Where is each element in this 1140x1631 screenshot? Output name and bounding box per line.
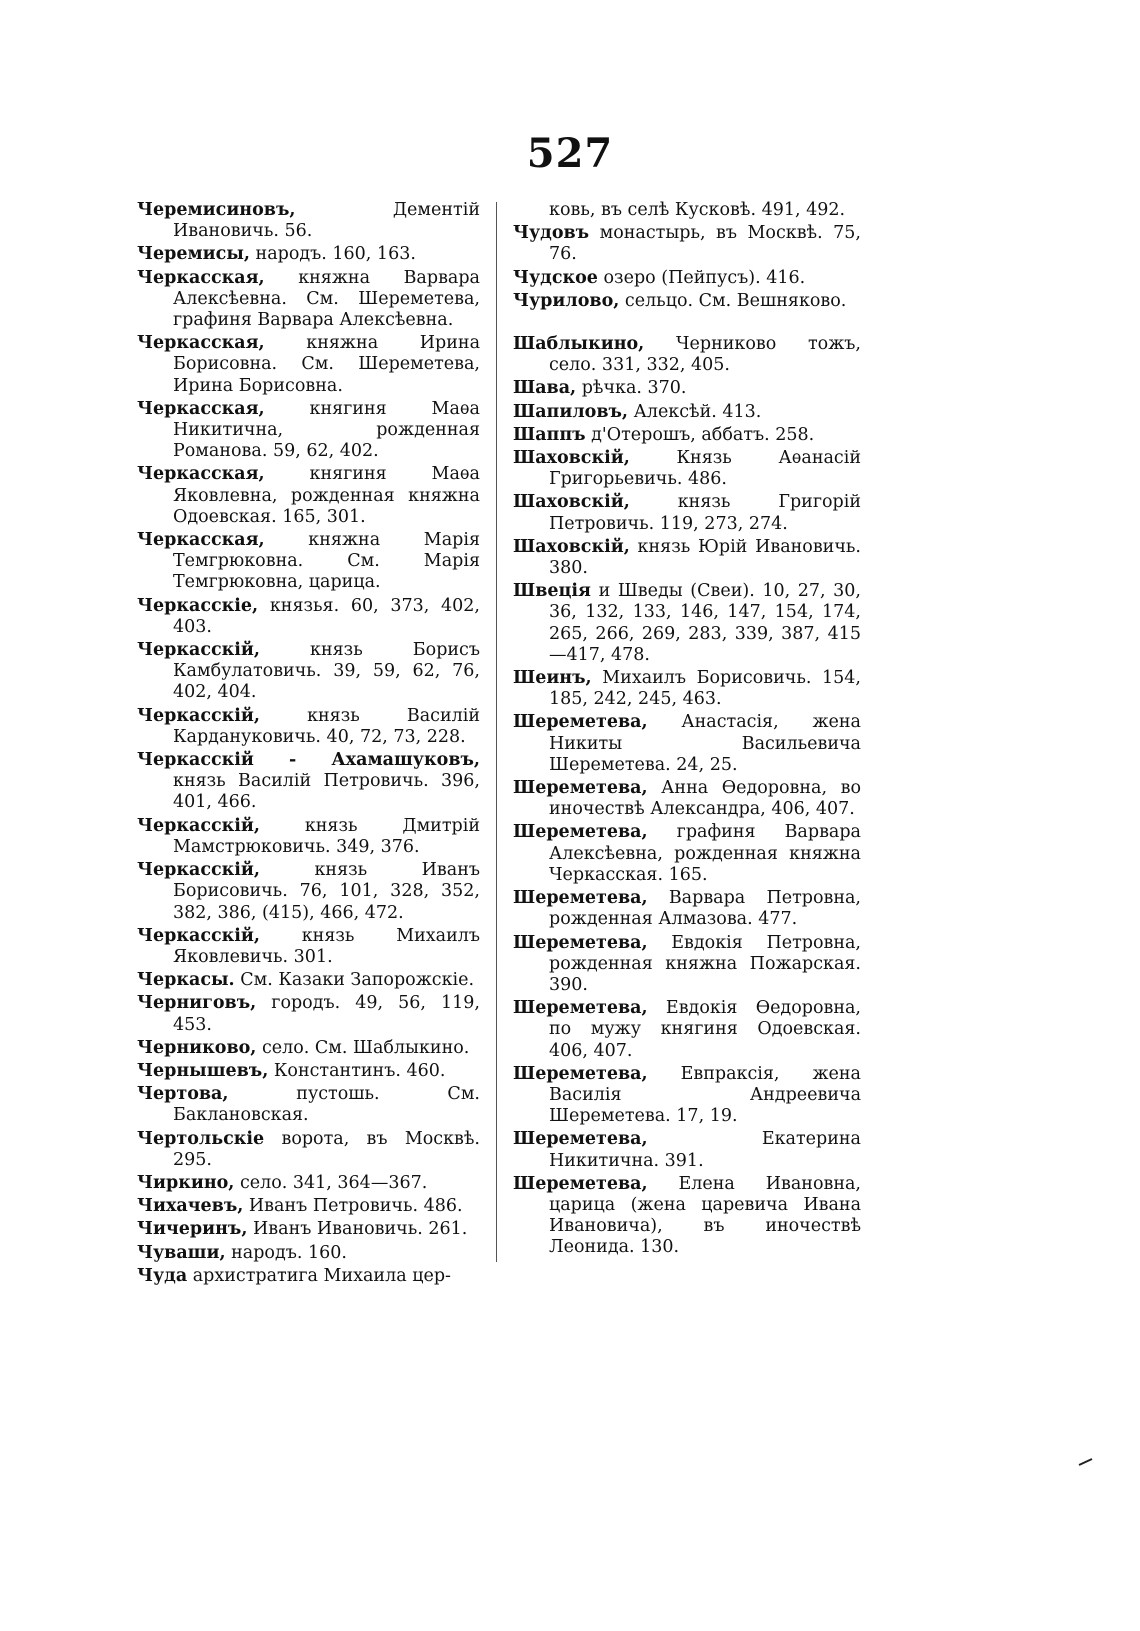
index-entry — [137, 750, 480, 814]
entry-text: князь Дмитрій Мамстрюковичь. 349, 376. — [173, 815, 480, 857]
entry-text: село. См. Шаблыкино. — [256, 1037, 470, 1058]
entry-text: пустошь. См. Баклановская. — [173, 1084, 480, 1126]
index-entry — [513, 778, 861, 820]
entry-term: Шереметева, — [513, 1173, 648, 1194]
index-entry — [137, 1038, 480, 1059]
entry-term: Черкасскій, — [137, 640, 260, 661]
index-entry — [137, 530, 480, 594]
index-entry — [137, 1061, 480, 1082]
index-entry — [137, 464, 480, 528]
entry-term: Шереметева, — [513, 712, 648, 733]
index-entry — [137, 1243, 480, 1264]
entry-text: Алексѣй. 413. — [628, 401, 762, 422]
entry-term: Шаблыкино, — [513, 334, 645, 355]
index-entry — [513, 425, 861, 446]
entry-term: Шереметева, — [513, 1063, 648, 1084]
index-entry — [137, 1084, 480, 1126]
index-entry — [137, 399, 480, 463]
entry-text: архистратига Михаила цер- — [187, 1265, 451, 1286]
entry-term: Шаховскій, — [513, 536, 630, 557]
entry-text: Екатерина Никитична. 391. — [549, 1129, 861, 1171]
ink-mark — [1078, 1458, 1094, 1466]
index-entry — [137, 1219, 480, 1240]
index-entry — [513, 822, 861, 886]
entry-term: Черкасская, — [137, 464, 265, 485]
entry-term: Черниговъ, — [137, 993, 257, 1014]
entry-text: князья. 60, 373, 402, 403. — [173, 595, 480, 637]
index-entry — [137, 640, 480, 704]
entry-text: д'Отерошъ, аббатъ. 258. — [585, 424, 815, 445]
index-column-left — [137, 200, 480, 1289]
entry-text: графиня Варвара Алексѣевна, рожденная княжна Черкасская. 165. — [549, 822, 861, 885]
index-entry — [137, 1196, 480, 1217]
entry-text: Михаилъ Борисовичь. 154, 185, 242, 245, 463. — [549, 668, 861, 710]
entry-term: Чертова, — [137, 1084, 229, 1105]
entry-term: Чудское — [513, 267, 598, 288]
entry-text: Константинъ. 460. — [268, 1060, 446, 1081]
entry-term: Чичеринъ, — [137, 1219, 248, 1240]
entry-term: Черкасскій, — [137, 705, 260, 726]
entry-text: Иванъ Петровичь. 486. — [243, 1196, 463, 1217]
index-entry — [137, 970, 480, 991]
entry-term: Черкасская, — [137, 398, 265, 419]
entry-text: городъ. 49, 56, 119, 453. — [173, 993, 480, 1035]
entry-term: Черкасскій - Ахамашуковъ, — [137, 750, 480, 771]
entry-text: сельцо. См. Вешняково. — [619, 290, 847, 311]
entry-term: Чудовъ — [513, 223, 590, 244]
index-entry — [513, 492, 861, 534]
entry-text: народъ. 160, 163. — [249, 244, 416, 265]
index-entry — [513, 223, 861, 265]
entry-term: Черкасы. — [137, 970, 235, 991]
entry-term: Черкасскій, — [137, 815, 260, 836]
entry-text: См. Казаки Запорожскіе. — [234, 970, 475, 991]
entry-term: Черкасская, — [137, 333, 265, 354]
entry-text: князь Василій Петровичь. 396, 401, 466. — [173, 771, 480, 813]
index-entry — [513, 1064, 861, 1128]
entry-term: Чертольскіе — [137, 1128, 265, 1149]
entry-term: Чернышевъ, — [137, 1060, 269, 1081]
entry-text: озеро (Пейпусъ). 416. — [597, 267, 806, 288]
entry-term: Шава, — [513, 378, 577, 399]
index-entry — [137, 1129, 480, 1171]
entry-term: Шаховскій, — [513, 448, 630, 469]
entry-term: Черкасскій, — [137, 860, 260, 881]
index-entry — [513, 1174, 861, 1259]
index-entry — [137, 706, 480, 748]
index-entry — [513, 402, 861, 423]
entry-text: Варвара Петровна, рожденная Алмазова. 477. — [549, 888, 861, 930]
index-entry — [137, 333, 480, 397]
entry-term: Черкасскіе, — [137, 595, 259, 616]
entry-text: Евдокія Петровна, рожденная княжна Пожарская. 390. — [549, 932, 861, 995]
entry-text: князь Юрій Ивановичь. 380. — [549, 536, 861, 579]
entry-term: Чуваши, — [137, 1242, 226, 1263]
entry-text: Иванъ Ивановичь. 261. — [247, 1219, 468, 1240]
index-entry — [137, 1266, 480, 1287]
entry-text: Евпраксія, жена Василія Андреевича Шереметева. 17, 19. — [549, 1063, 861, 1127]
index-entry — [137, 993, 480, 1035]
entry-text: князь Григорій Петровичь. 119, 273, 274. — [549, 492, 861, 534]
index-entry — [513, 200, 861, 221]
entry-term: Черемисиновъ, — [137, 200, 296, 220]
entry-term: Чуда — [137, 1265, 188, 1286]
entry-term: Швеція — [513, 581, 591, 602]
entry-text: Князь Аѳанасій Григорьевичь. 486. — [549, 448, 861, 490]
entry-text: княжна Варвара Алексѣевна. См. Шереметева, графиня Варвара Алексѣевна. — [173, 267, 480, 331]
entry-term: Черкасская, — [137, 530, 265, 551]
entry-term: Чихачевъ, — [137, 1196, 244, 1217]
index-entry — [513, 581, 861, 666]
entry-text: князь Борисъ Камбулатовичь. 39, 59, 62, 76, 402, 404. — [173, 640, 480, 703]
entry-term: Черемисы, — [137, 244, 250, 265]
entry-text: княжна Ирина Борисовна. См. Шереметева, Ирина Борисовна. — [173, 333, 480, 396]
index-entry — [137, 860, 480, 924]
entry-term: Шереметева, — [513, 888, 648, 909]
entry-term: Шереметева, — [513, 778, 648, 799]
entry-term: Шереметева, — [513, 822, 648, 843]
entry-text: Анна Ѳедоровна, во иночествѣ Александра, 406, 407. — [549, 778, 861, 820]
entry-text: княгиня Маѳа Никитична, рожденная Романова. 59, 62, 402. — [173, 398, 480, 462]
entry-text: Анастасія, жена Никиты Васильевича Шереметева. 24, 25. — [549, 712, 861, 775]
index-entry — [513, 448, 861, 490]
entry-text: ворота, въ Москвѣ. 295. — [173, 1128, 480, 1170]
entry-term: Шаховскій, — [513, 492, 630, 513]
entry-text: княжна Марія Темгрюковна. См. Марія Темгрюковна, царица. — [173, 530, 480, 593]
entry-text: Дементій Ивановичь. 56. — [173, 200, 480, 242]
index-entry — [513, 537, 861, 579]
entry-text: ковь, въ селѣ Кусковѣ. 491, 492. — [549, 200, 846, 220]
index-entry — [137, 596, 480, 638]
entry-text: монастырь, въ Москвѣ. 75, 76. — [549, 223, 861, 265]
index-column-right — [513, 200, 861, 1261]
index-entry — [513, 334, 861, 376]
index-entry — [137, 816, 480, 858]
entry-term: Шапиловъ, — [513, 401, 629, 422]
entry-text: Елена Ивановна, царица (жена царевича Ивана Ивановича), въ иночествѣ Леонида. 130. — [549, 1173, 861, 1258]
entry-term: Шереметева, — [513, 998, 648, 1019]
index-entry — [137, 244, 480, 265]
entry-term: Шаппъ — [513, 424, 586, 445]
entry-text: Евдокія Ѳедоровна, по мужу княгиня Одоевская. 406, 407. — [549, 998, 861, 1061]
index-entry — [137, 926, 480, 968]
entry-text: князь Василій Кардануковичь. 40, 72, 73, 228. — [173, 705, 480, 747]
entry-text: Черниково тожъ, село. 331, 332, 405. — [549, 334, 861, 376]
index-entry — [513, 998, 861, 1062]
entry-term: Шеинъ, — [513, 668, 592, 689]
index-entry — [513, 712, 861, 776]
index-entry — [513, 933, 861, 997]
entry-text: и Шведы (Свеи). 10, 27, 30, 36, 132, 133, 146, 147, 154, 174, 265, 266, 269, 283, 339, 387, 415—417, 478. — [549, 581, 861, 665]
entry-text: князь Иванъ Борисовичь. 76, 101, 328, 352, 382, 386, (415), 466, 472. — [173, 860, 480, 923]
index-entry — [513, 1129, 861, 1171]
index-entry — [513, 291, 861, 312]
page-number: 527 — [526, 130, 614, 177]
entry-text: народъ. 160. — [225, 1242, 347, 1263]
entry-term: Черкасская, — [137, 267, 265, 288]
entry-term: Шереметева, — [513, 1129, 648, 1150]
entry-text: рѣчка. 370. — [576, 378, 687, 399]
index-entry — [137, 1173, 480, 1194]
entry-text: село. 341, 364—367. — [234, 1172, 428, 1193]
entry-term: Чурилово, — [513, 290, 620, 311]
index-entry — [513, 378, 861, 399]
index-entry — [137, 268, 480, 332]
index-entry — [513, 268, 861, 289]
entry-term: Шереметева, — [513, 932, 648, 953]
entry-term: Чиркино, — [137, 1172, 235, 1193]
index-entry — [137, 200, 480, 242]
entry-text: князь Михаилъ Яковлевичь. 301. — [173, 925, 480, 967]
entry-text: княгиня Маѳа Яковлевна, рожденная княжна Одоевская. 165, 301. — [173, 464, 480, 527]
entry-term: Черниково, — [137, 1037, 257, 1058]
entry-term: Черкасскій, — [137, 925, 260, 946]
column-divider — [496, 202, 497, 1262]
index-entry — [513, 668, 861, 710]
index-entry — [513, 888, 861, 930]
